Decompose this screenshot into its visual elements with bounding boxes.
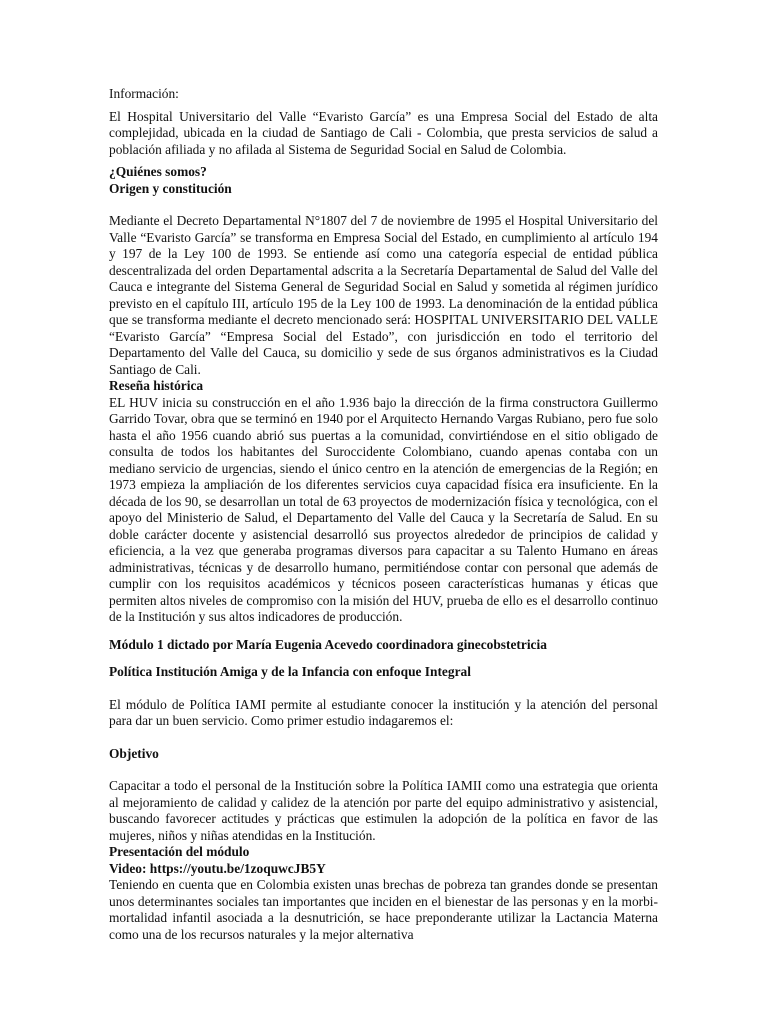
video-link[interactable]: Video: https://youtu.be/1zoquwcJB5Y bbox=[109, 860, 326, 876]
modulo-heading: Módulo 1 dictado por María Eugenia Acevedo coordinadora ginecobstetricia bbox=[109, 636, 547, 652]
resena-heading: Reseña histórica bbox=[109, 378, 204, 393]
quienes-heading: ¿Quiénes somos? bbox=[109, 164, 207, 179]
objetivo-heading: Objetivo bbox=[109, 745, 159, 761]
origen-paragraph: Mediante el Decreto Departamental N°1807 del 7 de noviembre de 1995 el Hospital Universitario del Valle “Evaristo García” se transforma en Empresa Social del Estado, en cumplimiento al artículo 194 y 197 de la Ley 100 de 1993. Se entiende así como una categoría especial de entidad pública descentralizada del orden Departamental adscrita a la Secretaría Departamental de Salud del Valle del Cauca e integrante del Sistema General de Seguridad Social en Salud y sometida al régimen jurídico previsto en el capítulo III, artículo 195 de la Ley 100 de 1993. La denominación de la entidad pública que se transforma mediante el decreto mencionado será: HOSPITAL UNIVERSITARIO DEL VALLE “Evaristo García” “Empresa Social del Estado”, con jurisdicción en todo el territorio del Departamento del Valle del Cauca, su domicilio y sede de sus órganos administrativos es la Ciudad Santiago de Cali. bbox=[109, 213, 658, 377]
resena-paragraph: EL HUV inicia su construcción en el año 1.936 bajo la dirección de la firma constructora Guillermo Garrido Tovar, obra que se terminó en 1940 por el Arquitecto Hernando Vargas Rubiano, pero fue solo hasta el año 1956 cuando abrió sus puertas a la comunidad, convirtiéndose en el sitio obligado de consulta de todos los habitantes del Suroccidente Colombiano, cuando apenas contaba con un mediano servicio de urgencias, siendo el único centro en la atención de emergencias de la Región; en 1973 empieza la ampliación de los diferentes servicios cuya capacidad física era insuficiente. En la década de los 90, se desarrollan un total de 63 proyectos de modernización física y tecnológica, con el apoyo del Ministerio de Salud, el Departamento del Valle del Cauca y la Secretaría de Salud. En su doble carácter docente y asistencial desarrolló sus proyectos alrededor de principios de calidad y eficiencia, a la vez que generaba programas diversos para capacitar a su Talento Humano en áreas administrativas, técnicas y de desarrollo humano, permitiéndose contar con personal que además de cumplir con los requisitos académicos y técnicos poseen características humanas y éticas que permiten altos niveles de compromiso con la misión del HUV, prueba de ello es el desarrollo continuo de la Institución y sus altos indicadores de producción. bbox=[109, 394, 658, 624]
presentacion-paragraph: Teniendo en cuenta que en Colombia existen unas brechas de pobreza tan grandes donde se presentan unos determinantes sociales tan importantes que inciden en el bienestar de las personas y en la morbi-mortalidad infantil asociada a la desnutrición, se hace preponderante utilizar la Lactancia Materna como una de los recursos naturales y la mejor alternativa bbox=[109, 877, 658, 942]
objetivo-paragraph: Capacitar a todo el personal de la Institución sobre la Política IAMII como una estrategia que orienta al mejoramiento de calidad y calidez de la atención por parte del equipo administrativo y asistencial, buscando favorecer actitudes y prácticas que estimulen la adopción de la política en favor de las mujeres, niños y niñas atendidas en la Institución. bbox=[109, 778, 658, 843]
origen-heading: Origen y constitución bbox=[109, 180, 232, 196]
intro-paragraph: El Hospital Universitario del Valle “Evaristo García” es una Empresa Social del Estado de alta complejidad, ubicada en la ciudad de Santiago de Cali - Colombia, que presta servicios de salud a población afiliada y no afilada al Sistema de Seguridad Social en Salud de Colombia. bbox=[109, 108, 658, 157]
document-page bbox=[109, 86, 658, 943]
presentacion-heading: Presentación del módulo bbox=[109, 844, 250, 859]
politica-paragraph: El módulo de Política IAMI permite al estudiante conocer la institución y la atención del personal para dar un buen servicio. Como primer estudio indagaremos el: bbox=[109, 696, 658, 728]
politica-heading: Política Institución Amiga y de la Infancia con enfoque Integral bbox=[109, 664, 471, 679]
info-label: Información: bbox=[109, 86, 179, 101]
